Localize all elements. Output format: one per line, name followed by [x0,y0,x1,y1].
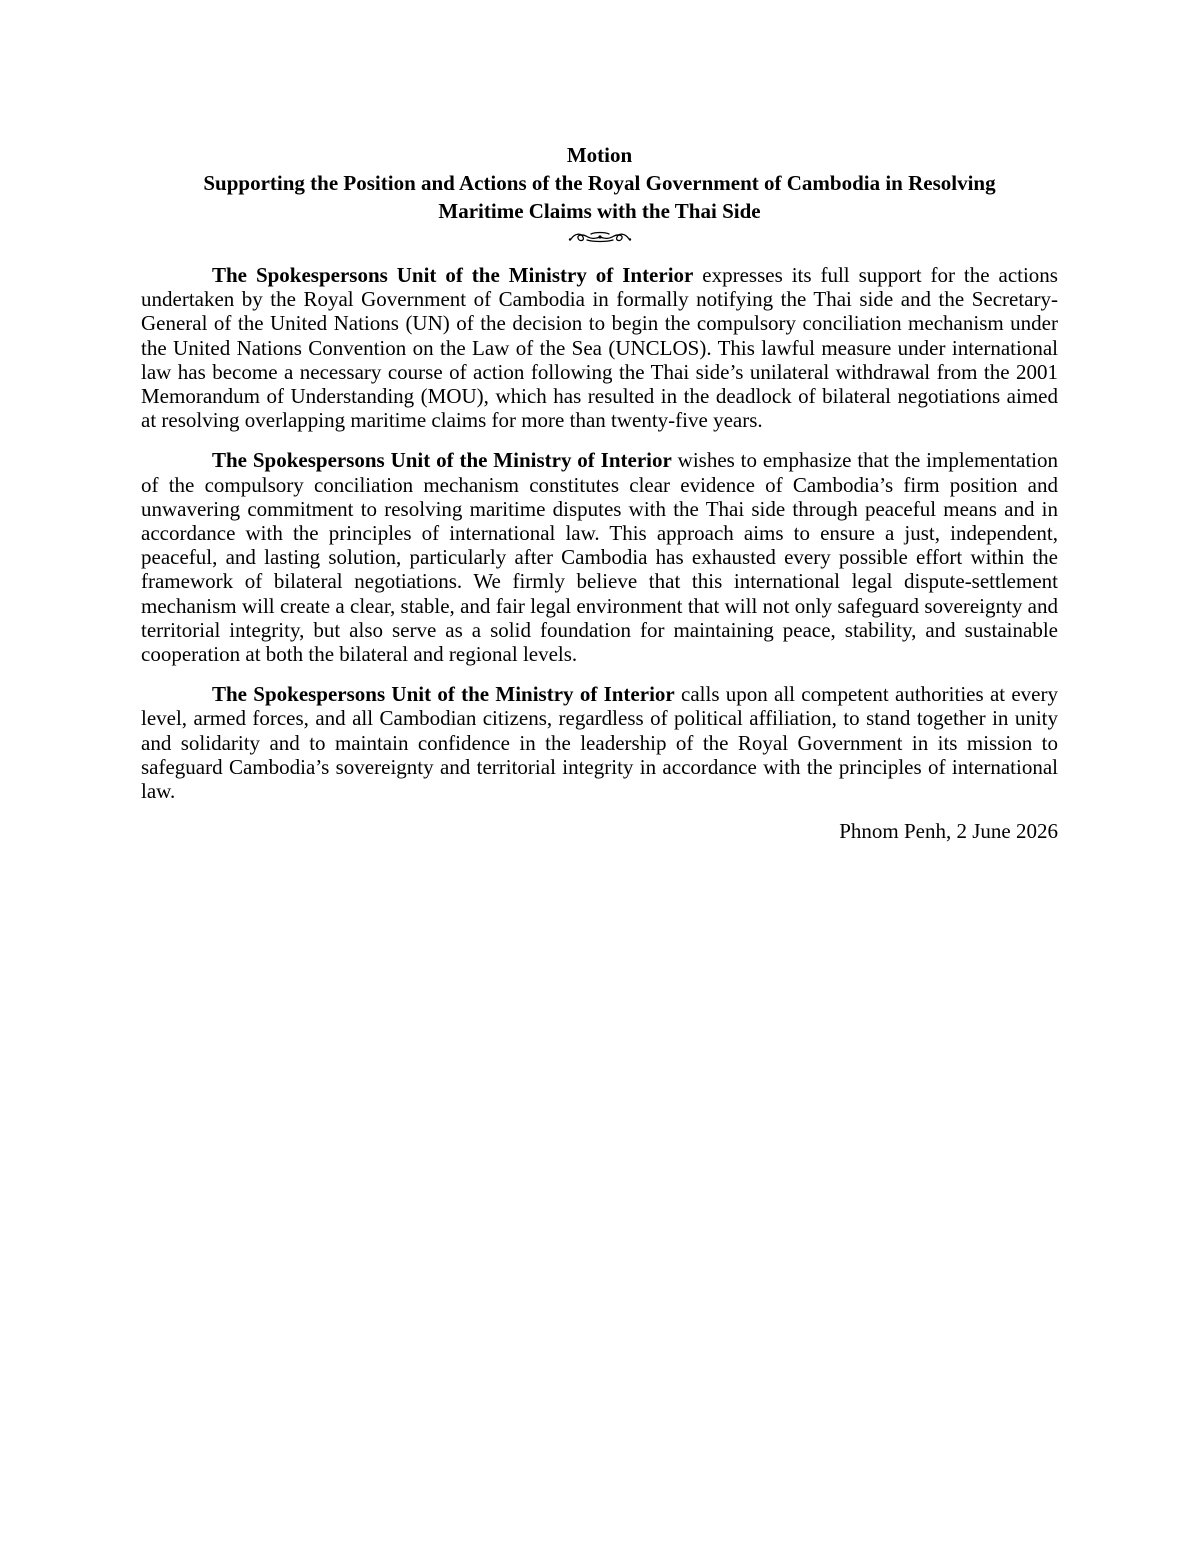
paragraph-2 [141,448,1058,666]
paragraph-3-text: calls upon all competent authorities at every level, armed forces, and all Cambodian citizens, regardless of political affiliation, to stand together in unity and solidarity and to maintain confidence in the leadership of the Royal Government in its mission to safeguard Cambodia’s sovereignty and territorial integrity in accordance with the principles of international law. [141,682,1058,804]
paragraph-2-text: wishes to emphasize that the implementation of the compulsory conciliation mechanism constitutes clear evidence of Cambodia’s firm position and unwavering commitment to resolving maritime disputes with the Thai side through peaceful means and in accordance with the principles of international law. This approach aims to ensure a just, independent, peaceful, and lasting solution, particularly after Cambodia has exhausted every possible effort within the framework of bilateral negotiations. We firmly believe that this international legal dispute-settlement mechanism will create a clear, stable, and fair legal environment that will not only safeguard sovereignty and territorial integrity, but also serve as a solid foundation for maintaining peace, stability, and sustainable cooperation at both the bilateral and regional levels. [141,448,1058,667]
document-content [141,141,1058,864]
paragraph-3 [141,682,1058,803]
document-title: Motion [566,143,633,167]
paragraph-1-lead: The Spokespersons Unit of the Ministry of Interior [212,263,694,287]
paragraph-1 [141,263,1058,432]
document-subtitle-line-2: Maritime Claims with the Thai Side [438,199,761,223]
document-body [141,263,1058,843]
document-subtitle-line-1: Supporting the Position and Actions of the Royal Government of Cambodia in Resolving [203,171,996,195]
flourish-divider-icon [567,229,633,245]
paragraph-2-lead: The Spokespersons Unit of the Ministry of Interior [212,448,672,473]
paragraph-3-lead: The Spokespersons Unit of the Ministry of Interior [212,682,675,707]
document-signoff: Phnom Penh, 2 June 2026 [839,819,1058,844]
paragraph-1-text: expresses its full support for the actions undertaken by the Royal Government of Cambodia in formally notifying the Thai side and the Secretary-General of the United Nations (UN) of the decision to begin the compulsory conciliation mechanism under the United Nations Convention on the Law of the Sea (UNCLOS). This lawful measure under international law has become a necessary course of action following the Thai side’s unilateral withdrawal from the 2001 Memorandum of Understanding (MOU), which has resulted in the deadlock of bilateral negotiations aimed at resolving overlapping maritime claims for more than twenty-five years. [141,263,1058,433]
